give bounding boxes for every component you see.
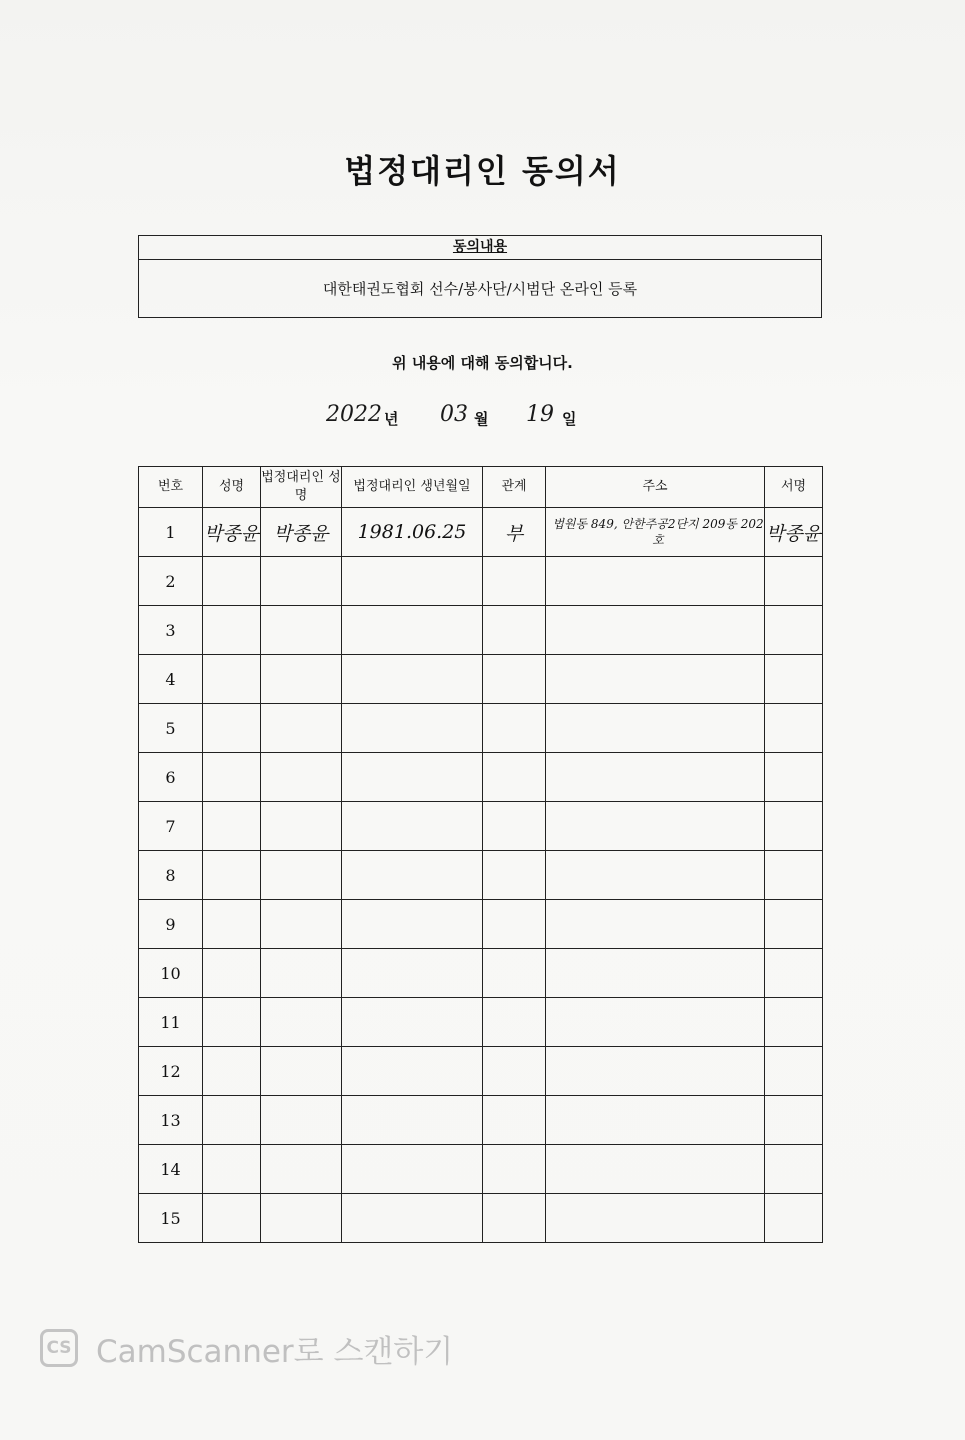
cell-number: 15 (139, 1194, 203, 1243)
table-row (139, 1047, 823, 1096)
cell-number: 1 (139, 508, 203, 557)
cell-name (203, 851, 261, 900)
cell-relation (483, 851, 546, 900)
cell-guardian-name (261, 704, 342, 753)
cell-relation (483, 1145, 546, 1194)
cell-name (203, 557, 261, 606)
cell-guardian-birth (342, 900, 483, 949)
cell-address (546, 1047, 765, 1096)
cell-signature: 박종윤 (765, 508, 823, 557)
cell-signature (765, 1194, 823, 1243)
cell-guardian-birth (342, 557, 483, 606)
cell-number: 13 (139, 1096, 203, 1145)
cell-relation (483, 1194, 546, 1243)
cell-number: 10 (139, 949, 203, 998)
col-header-address: 주소 (546, 467, 765, 508)
table-header-row (139, 467, 823, 508)
cell-address (546, 704, 765, 753)
camscanner-watermark (40, 1328, 453, 1368)
cell-guardian-name (261, 557, 342, 606)
cell-guardian-birth (342, 606, 483, 655)
table-row (139, 655, 823, 704)
cell-name (203, 1047, 261, 1096)
table-row (139, 753, 823, 802)
cell-signature (765, 900, 823, 949)
cell-number: 6 (139, 753, 203, 802)
cell-signature (765, 557, 823, 606)
consent-header (139, 236, 821, 260)
cell-name (203, 753, 261, 802)
cell-signature (765, 704, 823, 753)
cell-signature (765, 1047, 823, 1096)
cell-guardian-birth (342, 704, 483, 753)
cell-address (546, 606, 765, 655)
col-header-name: 성명 (203, 467, 261, 508)
cell-address (546, 753, 765, 802)
date-day-unit: 일 (562, 410, 577, 428)
camscanner-text: CamScanner로 스캔하기 (96, 1333, 454, 1370)
cell-name (203, 802, 261, 851)
cell-guardian-name (261, 606, 342, 655)
cell-address (546, 998, 765, 1047)
cell-number: 4 (139, 655, 203, 704)
table-row (139, 1096, 823, 1145)
table-row (139, 1194, 823, 1243)
cell-guardian-birth (342, 1145, 483, 1194)
cell-name (203, 704, 261, 753)
cell-address (546, 1194, 765, 1243)
cell-signature (765, 949, 823, 998)
cell-guardian-birth (342, 1096, 483, 1145)
col-header-number: 번호 (139, 467, 203, 508)
cell-name (203, 1096, 261, 1145)
cell-name (203, 606, 261, 655)
camscanner-logo: CS (40, 1329, 78, 1367)
cell-number: 14 (139, 1145, 203, 1194)
date-month: 03 (440, 402, 468, 427)
cell-address (546, 1096, 765, 1145)
cell-signature (765, 753, 823, 802)
cell-guardian-birth (342, 802, 483, 851)
table-row (139, 606, 823, 655)
table-row (139, 851, 823, 900)
cell-number: 8 (139, 851, 203, 900)
document-title: 법정대리인 동의서 (344, 152, 621, 190)
cell-guardian-name (261, 655, 342, 704)
cell-relation (483, 1096, 546, 1145)
cell-number: 2 (139, 557, 203, 606)
cell-guardian-name (261, 998, 342, 1047)
cell-number: 7 (139, 802, 203, 851)
table-body (139, 508, 823, 1243)
cell-number: 9 (139, 900, 203, 949)
cell-guardian-name (261, 1145, 342, 1194)
table-row (139, 704, 823, 753)
cell-relation (483, 753, 546, 802)
cell-signature (765, 1145, 823, 1194)
cell-relation (483, 998, 546, 1047)
cell-guardian-birth (342, 655, 483, 704)
cell-guardian-name (261, 1194, 342, 1243)
col-header-relation: 관계 (483, 467, 546, 508)
cell-signature (765, 802, 823, 851)
table-row (139, 949, 823, 998)
table-row (139, 557, 823, 606)
cell-relation (483, 704, 546, 753)
date-day: 19 (526, 402, 554, 427)
cell-relation (483, 802, 546, 851)
cell-name (203, 949, 261, 998)
col-header-guardian-name: 법정대리인 성명 (261, 467, 342, 508)
cell-relation (483, 557, 546, 606)
cell-name (203, 900, 261, 949)
cell-relation: 부 (483, 508, 546, 557)
cell-relation (483, 1047, 546, 1096)
cell-guardian-name (261, 851, 342, 900)
cell-guardian-name (261, 1096, 342, 1145)
table-row (139, 802, 823, 851)
guardian-table (138, 466, 823, 1243)
col-header-guardian-birth: 법정대리인 생년월일 (342, 467, 483, 508)
cell-guardian-birth (342, 753, 483, 802)
consent-content: 대한태권도협회 선수/봉사단/시범단 온라인 등록 (322, 280, 638, 298)
cell-address: 법원동 849, 안한주공2단지 209동 202호 (546, 508, 765, 557)
cell-guardian-name (261, 949, 342, 998)
consent-header-label: 동의내용 (452, 239, 508, 255)
cell-number: 3 (139, 606, 203, 655)
cell-relation (483, 655, 546, 704)
cell-address (546, 802, 765, 851)
cell-guardian-birth (342, 851, 483, 900)
cell-address (546, 900, 765, 949)
cell-guardian-birth (342, 1194, 483, 1243)
cell-number: 5 (139, 704, 203, 753)
table-row (139, 900, 823, 949)
agree-statement: 위 내용에 대해 동의합니다. (392, 354, 573, 372)
table-row (139, 508, 823, 557)
cell-number: 11 (139, 998, 203, 1047)
date-month-unit: 월 (474, 410, 489, 428)
cell-guardian-name (261, 753, 342, 802)
cell-signature (765, 998, 823, 1047)
cell-guardian-birth (342, 949, 483, 998)
cell-signature (765, 1096, 823, 1145)
cell-guardian-name: 박종윤 (261, 508, 342, 557)
cell-address (546, 851, 765, 900)
cell-guardian-birth (342, 998, 483, 1047)
cell-address (546, 557, 765, 606)
cell-signature (765, 655, 823, 704)
cell-guardian-name (261, 802, 342, 851)
table-row (139, 1145, 823, 1194)
cell-name (203, 655, 261, 704)
consent-box (138, 235, 822, 318)
cell-relation (483, 606, 546, 655)
cell-name (203, 1145, 261, 1194)
cell-address (546, 1145, 765, 1194)
col-header-signature: 서명 (765, 467, 823, 508)
date-year-unit: 년 (384, 410, 399, 428)
cell-name (203, 1194, 261, 1243)
date-line (0, 402, 965, 438)
cell-relation (483, 949, 546, 998)
cell-signature (765, 606, 823, 655)
cell-number: 12 (139, 1047, 203, 1096)
cell-address (546, 655, 765, 704)
cell-relation (483, 900, 546, 949)
cell-signature (765, 851, 823, 900)
table-row (139, 998, 823, 1047)
cell-guardian-name (261, 900, 342, 949)
cell-name: 박종윤 (203, 508, 261, 557)
cell-guardian-name (261, 1047, 342, 1096)
cell-guardian-birth (342, 1047, 483, 1096)
cell-name (203, 998, 261, 1047)
date-year: 2022 (326, 402, 382, 427)
cell-address (546, 949, 765, 998)
cell-guardian-birth: 1981.06.25 (342, 508, 483, 557)
